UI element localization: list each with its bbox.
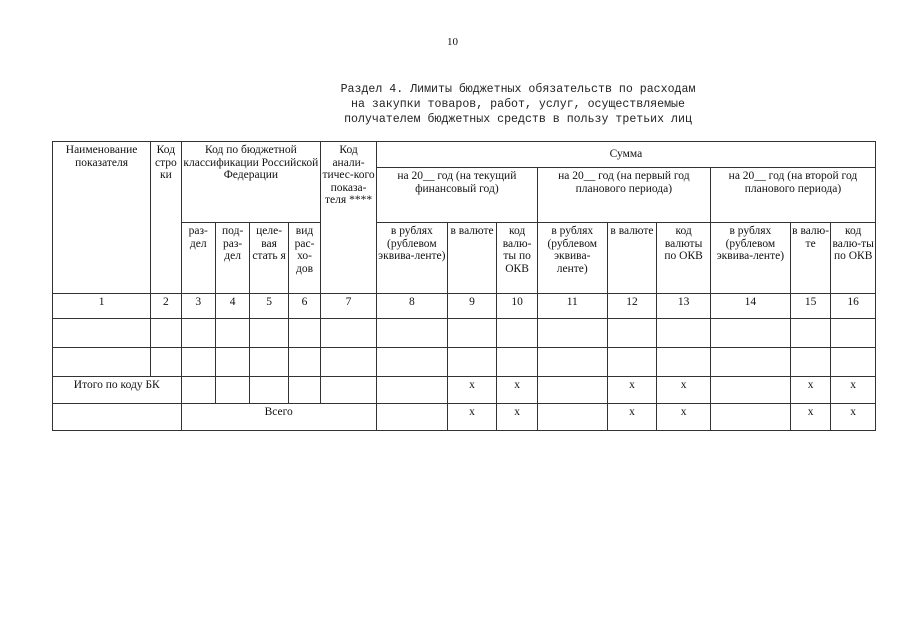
x-mark: x — [447, 404, 497, 431]
col-num: 8 — [376, 294, 447, 319]
col-num: 11 — [537, 294, 607, 319]
total-bk-label: Итого по коду БК — [53, 377, 182, 404]
total-bk-row — [53, 377, 876, 404]
header-section: раз-дел — [181, 223, 215, 294]
col-num: 1 — [53, 294, 151, 319]
title-line-3: получателем бюджетных средств в пользу третьих лиц — [344, 113, 692, 126]
table-row — [53, 319, 876, 348]
x-mark: x — [607, 377, 657, 404]
section-title — [318, 82, 718, 127]
col-num: 7 — [321, 294, 377, 319]
column-number-row — [53, 294, 876, 319]
header-year-current: на 20__ год (на текущий финансовый год) — [376, 168, 537, 223]
header-okv-2: код валюты по ОКВ — [657, 223, 711, 294]
total-all-label: Всего — [181, 404, 376, 431]
x-mark: x — [790, 404, 830, 431]
x-mark: x — [447, 377, 497, 404]
col-num: 13 — [657, 294, 711, 319]
header-currency-2: в валюте — [607, 223, 657, 294]
col-num: 15 — [790, 294, 830, 319]
col-num: 4 — [215, 294, 249, 319]
col-num: 9 — [447, 294, 497, 319]
header-currency-1: в валюте — [447, 223, 497, 294]
header-currency-3: в валю-те — [790, 223, 830, 294]
header-expense-type: вид рас-хо-дов — [288, 223, 320, 294]
x-mark: x — [657, 404, 711, 431]
header-row-code: Код стро ки — [151, 142, 181, 294]
x-mark: x — [790, 377, 830, 404]
header-subsection: под-раз-дел — [215, 223, 249, 294]
header-analytic-code: Код анали-тичес-кого показа-теля **** — [321, 142, 377, 294]
col-num: 16 — [831, 294, 876, 319]
table-row — [53, 348, 876, 377]
col-num: 5 — [250, 294, 288, 319]
x-mark: x — [497, 377, 537, 404]
header-target: целе-вая стать я — [250, 223, 288, 294]
header-rub-2: в рублях (рублевом эквива-ленте) — [537, 223, 607, 294]
col-num: 2 — [151, 294, 181, 319]
x-mark: x — [607, 404, 657, 431]
x-mark: x — [831, 404, 876, 431]
header-name: Наименование показателя — [53, 142, 151, 294]
header-rub-1: в рублях (рублевом эквива-ленте) — [376, 223, 447, 294]
page-number: 10 — [447, 36, 458, 48]
header-year-first: на 20__ год (на первый год планового периода) — [537, 168, 710, 223]
title-line-1: Раздел 4. Лимиты бюджетных обязательств по расходам — [340, 83, 696, 96]
header-rub-3: в рублях (рублевом эквива-ленте) — [710, 223, 790, 294]
col-num: 14 — [710, 294, 790, 319]
limits-table — [52, 141, 876, 431]
total-all-row — [53, 404, 876, 431]
col-num: 3 — [181, 294, 215, 319]
col-num: 6 — [288, 294, 320, 319]
header-okv-3: код валю-ты по ОКВ — [831, 223, 876, 294]
col-num: 12 — [607, 294, 657, 319]
header-budget-code: Код по бюджетной классификации Российской Федерации — [181, 142, 321, 223]
x-mark: x — [657, 377, 711, 404]
title-line-2: на закупки товаров, работ, услуг, осуществляемые — [351, 98, 685, 111]
x-mark: x — [497, 404, 537, 431]
header-okv-1: код валю-ты по ОКВ — [497, 223, 537, 294]
col-num: 10 — [497, 294, 537, 319]
header-year-second: на 20__ год (на второй год планового периода) — [710, 168, 875, 223]
x-mark: x — [831, 377, 876, 404]
header-sum: Сумма — [376, 142, 875, 168]
header-row-1 — [53, 142, 876, 168]
